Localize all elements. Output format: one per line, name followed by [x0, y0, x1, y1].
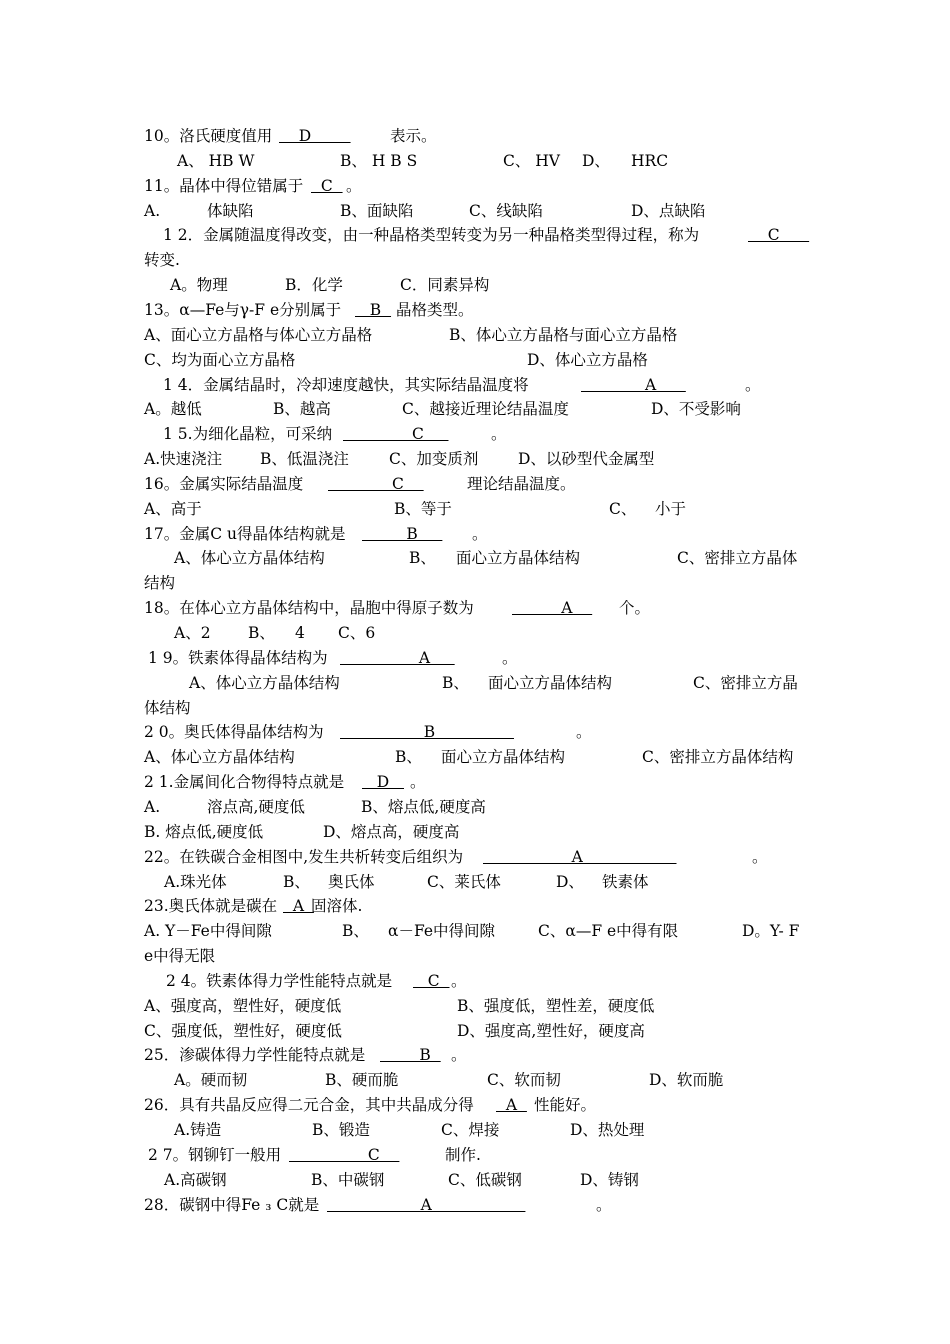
text-segment: C、强度低，塑性好，硬度低 — [144, 1021, 342, 1040]
text-line — [0, 671, 950, 695]
text-segment: 1 9。铁素体得晶体结构为 — [148, 648, 328, 667]
text-segment: D、强度高,塑性好，硬度高 — [457, 1021, 645, 1040]
text-segment: B、 — [283, 872, 310, 891]
text-segment: B、硬而脆 — [325, 1071, 399, 1090]
text-line — [0, 720, 950, 744]
text-segment: B、等于 — [394, 499, 452, 518]
text-segment: B、低温浇注 — [260, 450, 349, 469]
text-line — [0, 745, 950, 769]
text-segment: D、以砂型代金属型 — [518, 450, 655, 469]
text-segment: C、 — [609, 499, 637, 518]
text-segment: B．化学 — [285, 276, 343, 295]
text-segment: C、密排立方晶体 — [677, 549, 798, 568]
text-line — [0, 571, 950, 595]
text-line — [0, 596, 950, 620]
answer-blank: B — [362, 524, 443, 543]
text-line — [0, 646, 950, 670]
answer-blank: A — [327, 1195, 526, 1214]
text-segment: C、 HV — [503, 151, 560, 170]
text-segment: B、 — [395, 748, 422, 767]
text-line — [0, 1019, 950, 1043]
text-segment: 体结构 — [144, 698, 191, 717]
text-segment: 面心立方晶体结构 — [441, 748, 566, 767]
text-segment: 铁素体 — [602, 872, 649, 891]
text-segment: B、 — [442, 673, 469, 692]
text-line — [0, 546, 950, 570]
text-line — [0, 1068, 950, 1092]
text-line — [0, 199, 950, 223]
text-segment: C．同素异构 — [400, 276, 490, 295]
text-segment: A、强度高，塑性好，硬度低 — [144, 996, 342, 1015]
text-segment: 晶格类型。 — [396, 300, 474, 319]
text-line — [0, 919, 950, 943]
answer-blank: C — [311, 176, 343, 195]
text-segment: 表示。 — [390, 127, 437, 145]
text-line — [0, 820, 950, 844]
text-segment: 。 — [596, 1195, 612, 1214]
text-line — [0, 1193, 950, 1217]
text-line — [0, 969, 950, 993]
answer-blank: B — [355, 300, 392, 319]
answer-blank: B — [380, 1046, 441, 1065]
text-segment: A。硬而韧 — [174, 1071, 248, 1090]
text-segment: B、锻造 — [312, 1121, 370, 1139]
text-segment: 26．具有共晶反应得二元合金，其中共晶成分得 — [144, 1096, 474, 1115]
text-segment: 溶点高,硬度低 — [207, 797, 305, 816]
text-segment: B. 熔点低,硬度低 — [144, 822, 264, 841]
text-segment: 制作. — [445, 1145, 481, 1164]
text-line — [0, 497, 950, 521]
text-segment: e中得无限 — [144, 947, 216, 966]
text-segment: C、低碳钢 — [448, 1170, 522, 1189]
text-line — [0, 894, 950, 918]
text-segment: 性能好。 — [534, 1096, 597, 1115]
text-segment: C、密排立方晶体结构 — [642, 748, 794, 767]
answer-blank: C — [413, 971, 450, 990]
text-segment: A.高碳钢 — [164, 1170, 227, 1189]
text-segment: A、高于 — [144, 499, 202, 518]
text-line — [0, 397, 950, 421]
text-segment: 转变. — [144, 251, 180, 270]
text-line — [0, 944, 950, 968]
text-segment: 。 — [745, 375, 761, 394]
text-segment: A.铸造 — [174, 1121, 222, 1139]
text-segment: 4 — [295, 624, 305, 642]
text-segment: 。 — [491, 425, 507, 444]
text-segment: 2 7。钢铆钉一般用 — [148, 1145, 282, 1164]
text-segment: B、 — [409, 549, 436, 568]
text-line — [0, 298, 950, 322]
text-segment: A。越低 — [144, 400, 202, 419]
text-segment: C、莱氏体 — [427, 872, 501, 891]
answer-blank: D — [362, 773, 404, 792]
text-line — [0, 1043, 950, 1067]
text-line — [0, 1118, 950, 1142]
text-line — [0, 795, 950, 819]
text-segment: 2 1.金属间化合物得特点就是 — [144, 773, 345, 792]
text-segment: D、铸钢 — [580, 1170, 639, 1189]
text-line — [0, 323, 950, 347]
text-segment: C、α—F e中得有限 — [538, 922, 679, 941]
text-segment: A. — [144, 201, 161, 220]
text-segment: C、线缺陷 — [469, 201, 543, 220]
answer-blank: A — [496, 1096, 527, 1115]
text-segment: 25．渗碳体得力学性能特点就是 — [144, 1046, 366, 1065]
text-segment: 。 — [576, 723, 592, 742]
text-segment: 。 — [752, 847, 768, 866]
text-segment: 面心立方晶体结构 — [488, 673, 613, 692]
text-segment: 理论结晶温度。 — [467, 474, 576, 493]
text-segment: 面心立方晶体结构 — [456, 549, 581, 568]
text-segment: C、软而韧 — [487, 1071, 561, 1090]
text-segment: A.珠光体 — [164, 872, 227, 891]
text-segment: B、体心立方晶格与面心立方晶格 — [449, 325, 678, 344]
text-segment: D、点缺陷 — [631, 201, 706, 220]
text-segment: B、面缺陷 — [340, 201, 414, 220]
text-line — [0, 621, 950, 645]
answer-blank: D — [279, 127, 351, 145]
text-segment: 。 — [451, 1046, 467, 1065]
text-segment: A、 HB W — [177, 151, 255, 170]
text-segment: 个。 — [619, 599, 651, 618]
text-line — [0, 348, 950, 372]
text-line — [0, 124, 950, 148]
text-line — [0, 845, 950, 869]
text-line — [0, 248, 950, 272]
answer-blank: B — [340, 723, 514, 742]
text-segment: 奥氏体 — [328, 872, 375, 891]
text-segment: 结构 — [144, 574, 176, 593]
text-segment: D、热处理 — [570, 1121, 645, 1139]
text-segment: D。Y- F — [742, 922, 800, 941]
text-line — [0, 273, 950, 297]
text-segment: 固溶体. — [311, 897, 363, 916]
text-line — [0, 770, 950, 794]
text-line — [0, 223, 950, 247]
text-line — [0, 1093, 950, 1117]
answer-blank: A — [283, 897, 314, 916]
answer-blank: C — [343, 425, 449, 444]
answer-blank: A — [340, 648, 455, 667]
text-segment: B、 H B S — [340, 151, 418, 170]
text-segment: 体缺陷 — [207, 201, 254, 220]
answer-blank: C — [748, 226, 810, 245]
text-segment: 。 — [472, 524, 488, 543]
text-segment: 2 4。铁素体得力学性能特点就是 — [166, 971, 393, 990]
text-line — [0, 422, 950, 446]
text-segment: α－Fe中得间隙 — [388, 922, 496, 941]
text-line — [0, 149, 950, 173]
text-segment: 2 0。奥氏体得晶体结构为 — [144, 723, 324, 742]
text-line — [0, 870, 950, 894]
text-segment: B、强度低，塑性差，硬度低 — [457, 996, 655, 1015]
text-line — [0, 1168, 950, 1192]
text-segment: 11。晶体中得位错属于 — [144, 176, 304, 195]
answer-blank: C — [328, 474, 424, 493]
text-line — [0, 994, 950, 1018]
text-segment: D、不受影响 — [651, 400, 741, 419]
text-segment: C、焊接 — [441, 1121, 500, 1139]
text-segment: 13。α—Fe与γ-F e分别属于 — [144, 300, 342, 319]
text-segment: 。 — [451, 971, 467, 990]
text-segment: A. Y－Fe中得间隙 — [144, 922, 272, 941]
text-segment: 17。金属C u得晶体结构就是 — [144, 524, 346, 543]
text-segment: A、体心立方晶体结构 — [144, 748, 295, 767]
text-segment: 。 — [502, 648, 518, 667]
text-segment: B、熔点低,硬度高 — [361, 797, 486, 816]
text-segment: B、 — [342, 922, 369, 941]
text-segment: A、2 — [174, 624, 211, 642]
text-line — [0, 522, 950, 546]
text-segment: C、越接近理论结晶温度 — [402, 400, 569, 419]
text-segment: 。 — [410, 773, 426, 792]
text-segment: 22。在铁碳合金相图中,发生共析转变后组织为 — [144, 847, 464, 866]
text-segment: 小于 — [655, 499, 687, 518]
text-segment: 。 — [346, 176, 362, 195]
text-segment: D、 — [582, 151, 610, 170]
text-line — [0, 472, 950, 496]
text-segment: A、体心立方晶体结构 — [189, 673, 340, 692]
text-segment: 1 5.为细化晶粒，可采纳 — [163, 425, 333, 444]
answer-blank: C — [289, 1145, 400, 1164]
text-segment: B、中碳钢 — [311, 1170, 385, 1189]
text-segment: 23.奥氏体就是碳在 — [144, 897, 278, 916]
text-segment: A、面心立方晶格与体心立方晶格 — [144, 325, 373, 344]
text-line — [0, 174, 950, 198]
text-segment: C、密排立方晶 — [693, 673, 798, 692]
text-segment: 16。金属实际结晶温度 — [144, 474, 304, 493]
text-segment: D、 — [556, 872, 584, 891]
text-segment: A. — [144, 797, 161, 816]
text-segment: 28．碳钢中得Fe ₃ C就是 — [144, 1195, 320, 1214]
text-segment: HRC — [631, 151, 669, 170]
text-line — [0, 1143, 950, 1167]
text-segment: D、体心立方晶格 — [527, 350, 648, 369]
answer-blank: A — [581, 375, 686, 394]
text-segment: B、越高 — [273, 400, 331, 419]
text-segment: C、6 — [338, 624, 376, 642]
text-segment: 18。在体心立方晶体结构中，晶胞中得原子数为 — [144, 599, 474, 618]
text-segment: 1 2．金属随温度得改变，由一种晶格类型转变为另一种晶格类型得过程，称为 — [163, 226, 700, 245]
text-segment: C、均为面心立方晶格 — [144, 350, 296, 369]
text-segment: 10。洛氏硬度值用 — [144, 127, 273, 145]
text-segment: A、体心立方晶体结构 — [174, 549, 325, 568]
text-line — [0, 447, 950, 471]
text-segment: D、熔点高，硬度高 — [323, 822, 460, 841]
text-segment: A。物理 — [170, 276, 228, 295]
text-segment: D、软而脆 — [649, 1071, 724, 1090]
text-segment: A.快速浇注 — [144, 450, 223, 469]
text-line — [0, 373, 950, 397]
text-segment: B、 — [248, 624, 275, 642]
answer-blank: A — [483, 847, 677, 866]
text-segment: C、加变质剂 — [389, 450, 479, 469]
text-line — [0, 696, 950, 720]
text-segment: 1 4．金属结晶时，冷却速度越快，其实际结晶温度将 — [163, 375, 529, 394]
answer-blank: A — [512, 599, 593, 618]
